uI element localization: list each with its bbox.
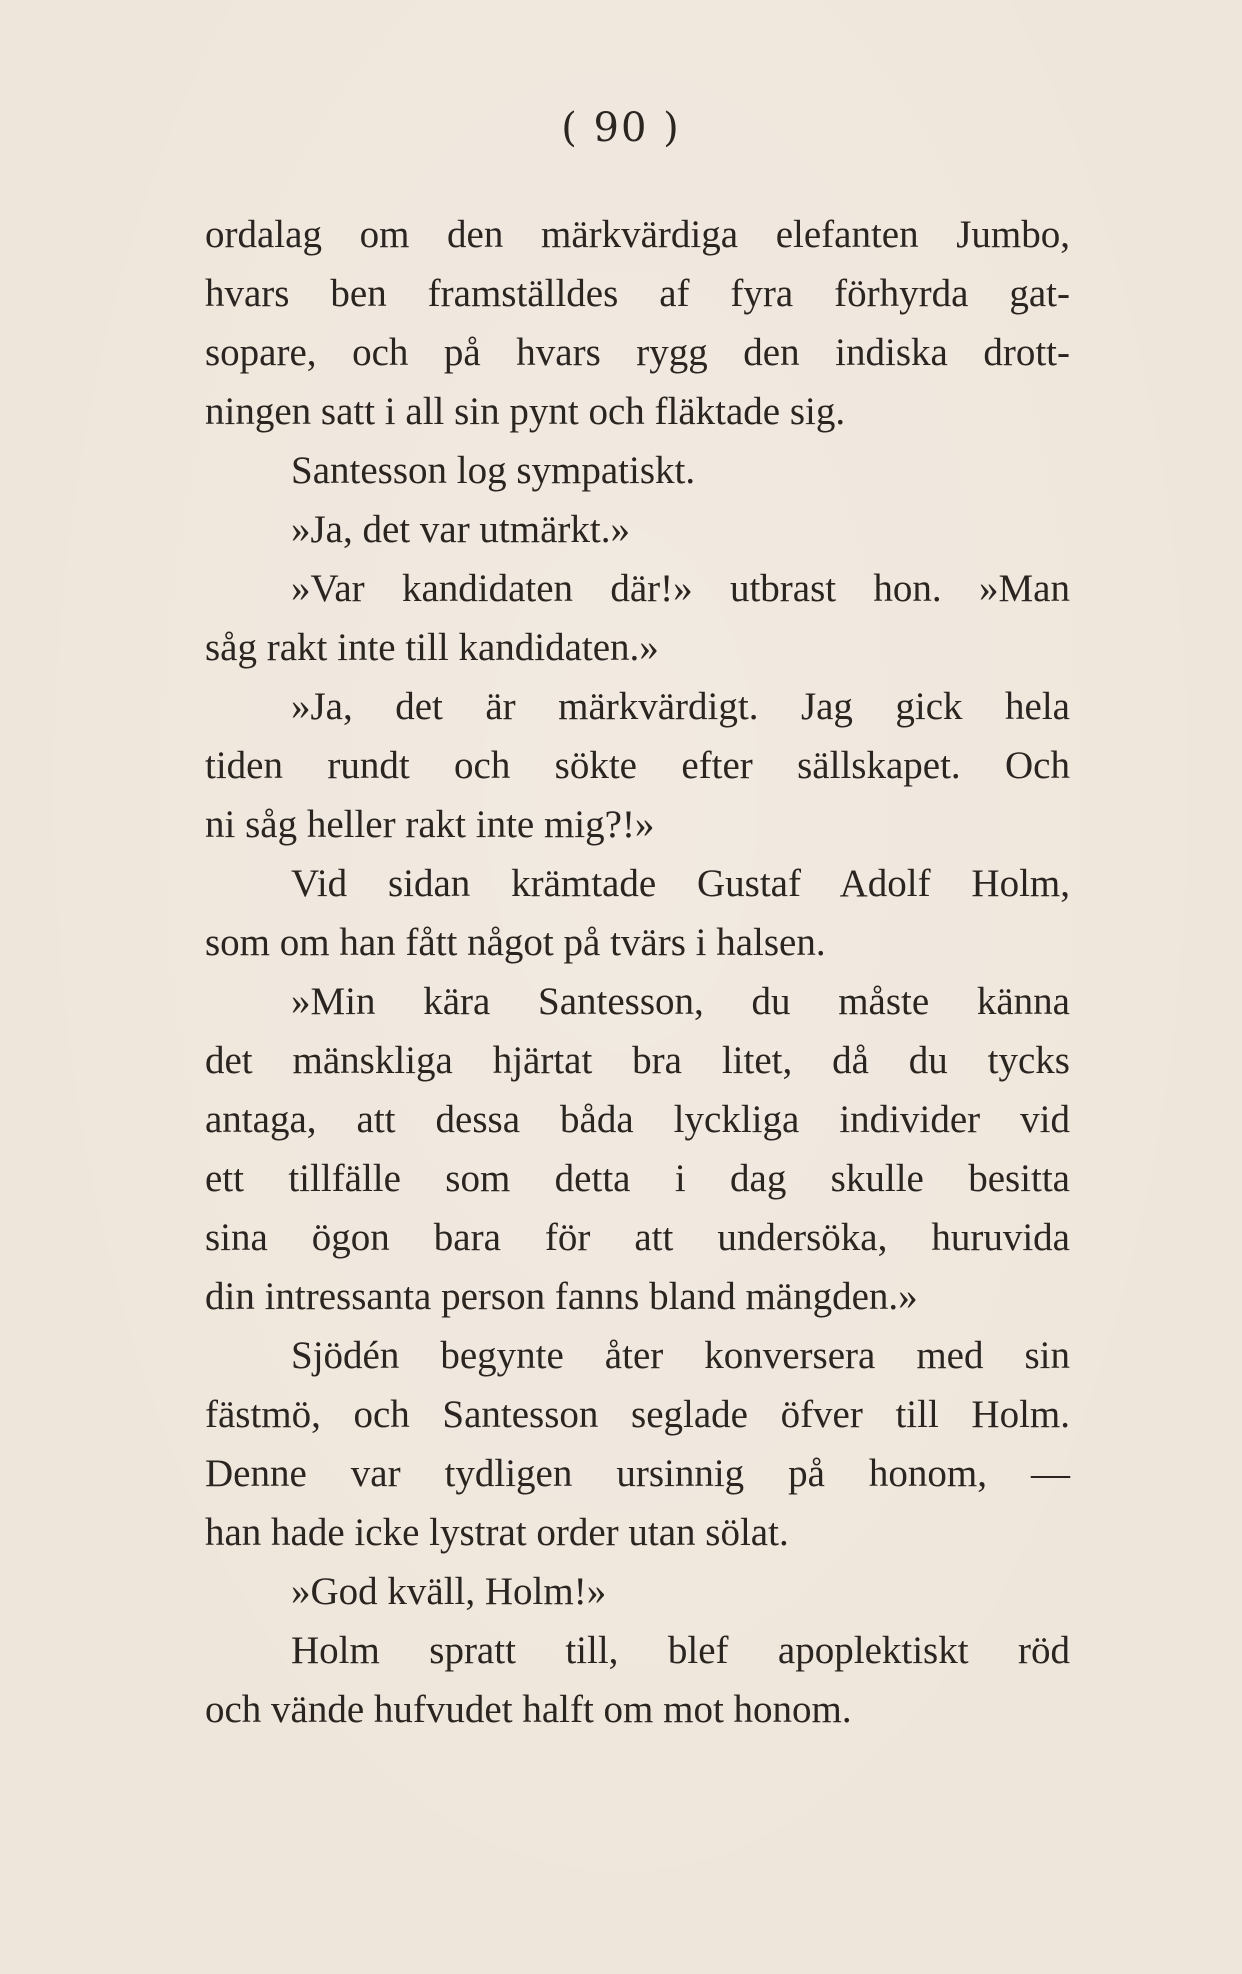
text-line: »Var kandidaten där!» utbrast hon. »Man — [291, 567, 1070, 610]
text-line: sopare, och på hvars rygg den indiska drott- — [205, 331, 1070, 374]
text-line: »Ja, det var utmärkt.» — [291, 508, 630, 551]
text-line: som om han fått något på tvärs i halsen. — [205, 921, 826, 964]
text-line: sina ögon bara för att undersöka, huruvida — [205, 1216, 1070, 1259]
text-line: han hade icke lystrat order utan sölat. — [205, 1511, 789, 1554]
text-line: tiden rundt och sökte efter sällskapet. Och — [205, 744, 1070, 787]
text-line: Sjödén begynte åter konversera med sin — [291, 1334, 1070, 1377]
text-line: Vid sidan krämtade Gustaf Adolf Holm, — [291, 862, 1070, 905]
text-line: din intressanta person fanns bland mängden.» — [205, 1275, 918, 1318]
text-line: såg rakt inte till kandidaten.» — [205, 626, 659, 669]
text-line: ordalag om den märkvärdiga elefanten Jumbo, — [205, 213, 1070, 256]
text-line: »Ja, det är märkvärdigt. Jag gick hela — [291, 685, 1070, 728]
page-number: ( 90 ) — [561, 105, 681, 151]
text-line: ett tillfälle som detta i dag skulle besitta — [205, 1157, 1070, 1200]
text-line: ni såg heller rakt inte mig?!» — [205, 803, 655, 846]
text-line: »Min kära Santesson, du måste känna — [291, 980, 1070, 1023]
text-line: Denne var tydligen ursinnig på honom, — — [205, 1452, 1070, 1495]
body-text — [205, 205, 1070, 1739]
text-line: det mänskliga hjärtat bra litet, då du tycks — [205, 1039, 1070, 1082]
text-line: ningen satt i all sin pynt och fläktade sig. — [205, 390, 846, 433]
text-line: hvars ben framställdes af fyra förhyrda gat- — [205, 272, 1070, 315]
text-line: »God kväll, Holm!» — [291, 1570, 607, 1613]
text-line: och vände hufvudet halft om mot honom. — [205, 1688, 852, 1731]
text-line: antaga, att dessa båda lyckliga individer vid — [205, 1098, 1070, 1141]
text-line: Santesson log sympatiskt. — [291, 449, 696, 492]
text-line: fästmö, och Santesson seglade öfver till Holm. — [205, 1393, 1070, 1436]
text-line: Holm spratt till, blef apoplektiskt röd — [291, 1629, 1070, 1672]
